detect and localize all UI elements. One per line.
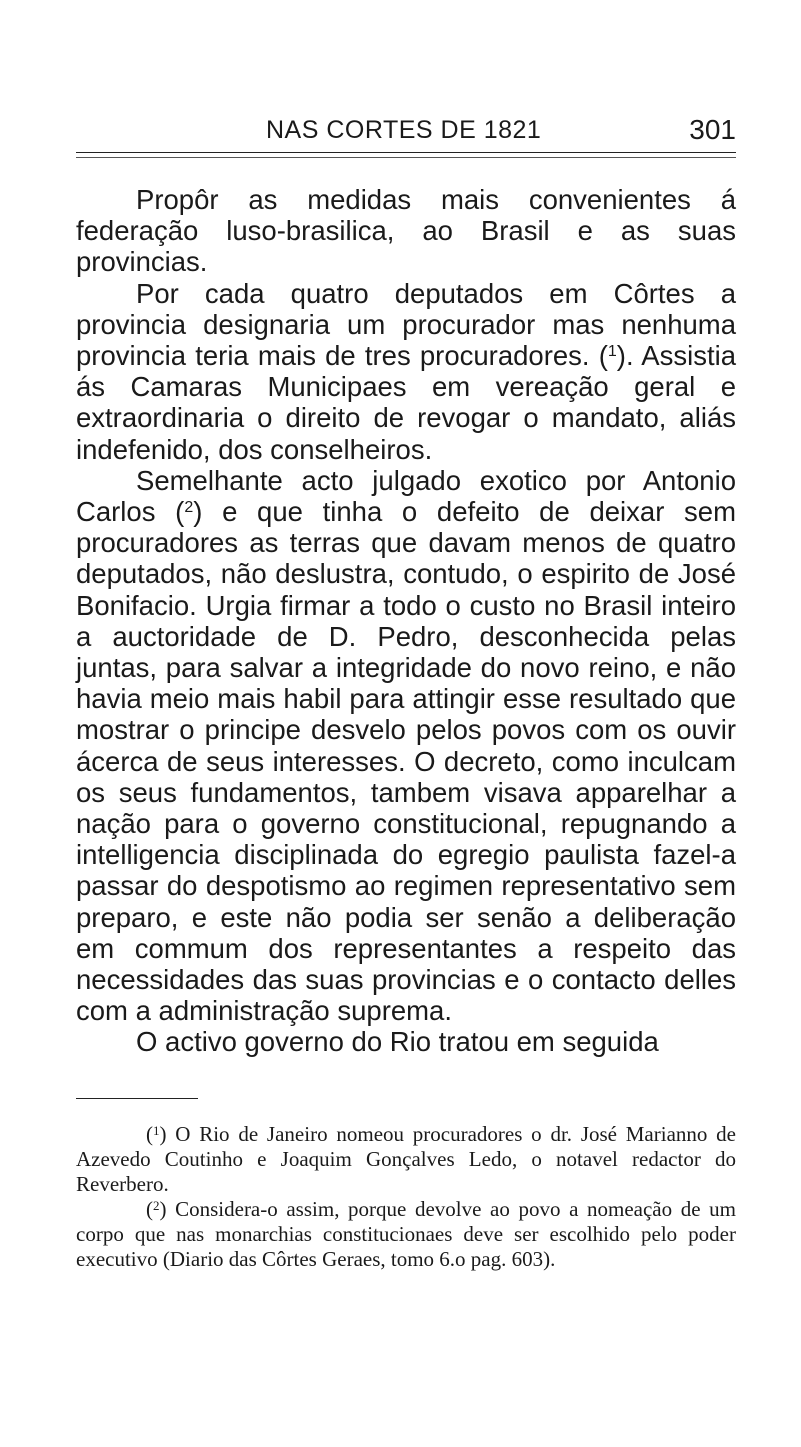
paragraph-2-text-b: ). Assistia ás Camaras Municipaes em vereação geral e extraordinaria o direito de revogar o mandato, aliás indefenido, dos conselheiros. (76, 340, 736, 465)
footnotes (76, 1122, 736, 1272)
page-header (76, 112, 736, 152)
footnote-1-close: ) (159, 1122, 167, 1146)
footnote-ref-1[interactable]: 1 (607, 343, 617, 361)
footnote-2-text: Considera-o assim, porque devolve ao povo a nomeação de um corpo que nas monarchias constitucionaes deve ser escolhido pelo poder executivo (Diario das Côrtes Geraes, tomo 6.o pag. 603). (76, 1197, 736, 1271)
footnote-1-text: O Rio de Janeiro nomeou procuradores o dr. José Marianno de Azevedo Coutinho e Joaquim Gonçalves Ledo, o notavel redactor do Reverbero. (76, 1122, 736, 1196)
running-title: NAS CORTES DE 1821 (266, 116, 542, 144)
footnote-2-mark: 2 (153, 1198, 160, 1213)
footnote-2-open: ( (146, 1197, 153, 1221)
header-rule (76, 152, 736, 153)
paragraph-2 (76, 278, 736, 465)
paragraph-3 (76, 465, 736, 1027)
footnote-1-open: ( (146, 1122, 153, 1146)
footnote-1 (76, 1122, 736, 1197)
paragraph-1: Propôr as medidas mais convenientes á federação luso-brasilica, ao Brasil e as suas provincias. (76, 184, 736, 278)
paragraph-2-text-a: Por cada quatro deputados em Côrtes a provincia designaria um procurador mas nenhuma provincia teria mais de tres procuradores. ( (76, 277, 736, 372)
page-number: 301 (689, 114, 736, 145)
header-rule-secondary (76, 157, 736, 158)
paragraph-3-text-b: ) e que tinha o defeito de deixar sem procuradores as terras que davam menos de quatro deputados, não deslustra, contudo, o espirito de José Bonifacio. Urgia firmar a todo o custo no Brasil inteiro a auctoridade de D. Pedro, desconhecida pelas juntas, para salvar a integridade do novo reino, e não havia meio mais habil para attingir esse resultado que mostrar o principe desvelo pelos povos com os ouvir ácerca de seus interesses. O decreto, como inculcam os seus fundamentos, tambem visava apparelhar a nação para o governo constitucional, repugnando a intelligencia disciplinada do egregio paulista fazel-a passar do despotismo ao regimen representativo sem preparo, e este não podia ser senão a deliberação em commum dos representantes a respeito das necessidades das suas provincias e o contacto delles com a administração suprema. (76, 496, 736, 1027)
body-text (76, 184, 736, 1058)
footnote-2-close: ) (159, 1197, 167, 1221)
footnote-1-mark: 1 (153, 1123, 160, 1138)
footnote-rule (76, 1098, 198, 1099)
paragraph-4: O activo governo do Rio tratou em seguida (136, 1026, 659, 1058)
paragraph-3-text-a: Semelhante acto julgado exotico por Antonio Carlos ( (76, 464, 736, 528)
footnote-ref-2[interactable]: 2 (184, 499, 194, 517)
footnote-2 (76, 1197, 736, 1272)
